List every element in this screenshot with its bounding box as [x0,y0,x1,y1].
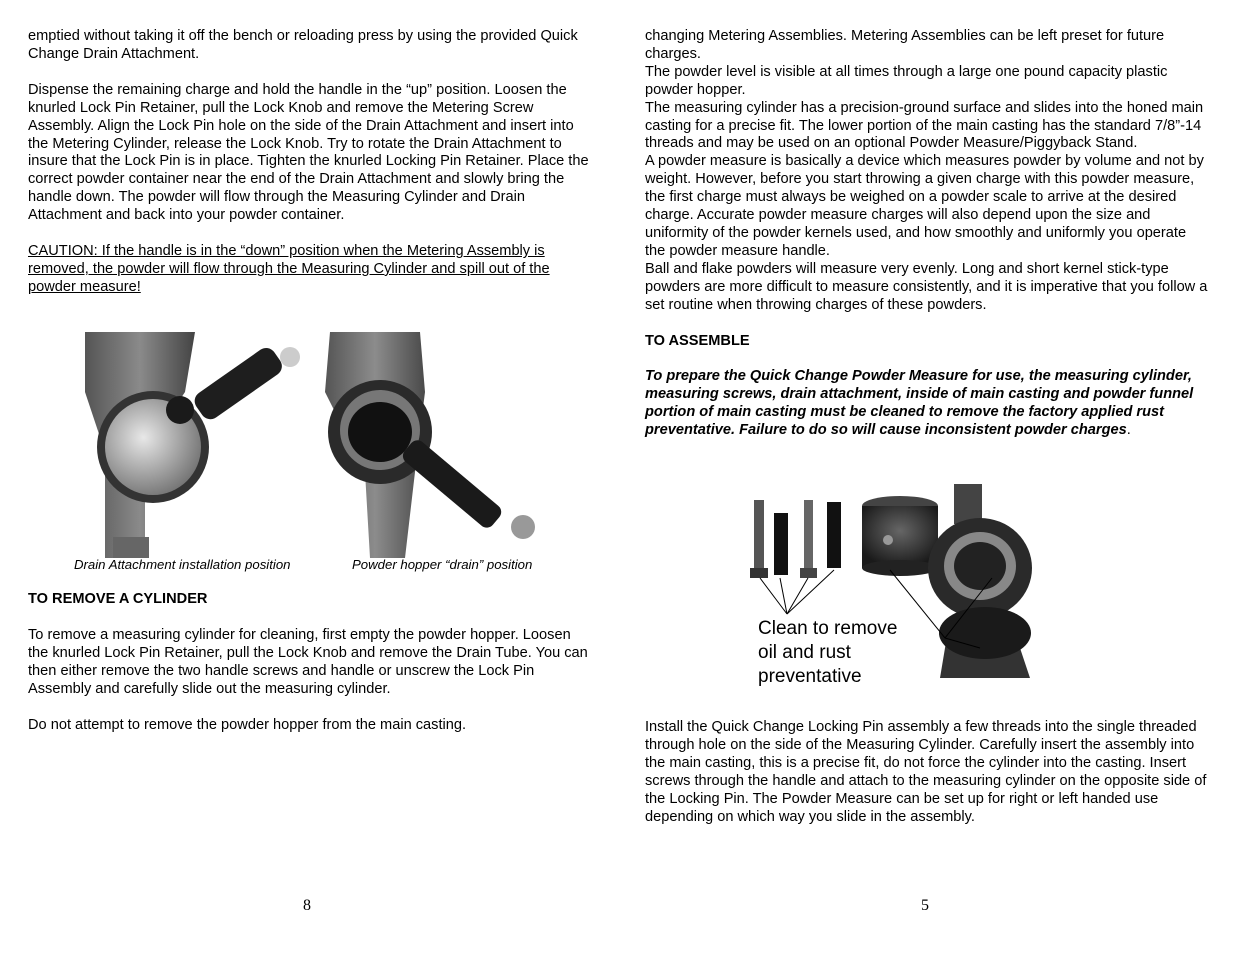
remove-cylinder-heading: TO REMOVE A CYLINDER [28,591,208,607]
left-para-2: Dispense the remaining charge and hold the handle in the “up” position. Loosen the knurled Lock Pin Retainer, pull the Lock Knob and remove the Metering Screw Assembly. Align the Lock Pin hole on the side of the Drain Attachment and insert into the Metering Cylinder, release the Lock Knob. Try to rotate the Drain Attachment to insure that the Lock Pin is in place. Tighten the knurled Locking Pin Retainer. Place the correct powder container near the end of the Drain Attachment and slowly bring the handle down. The powder will flow through the Measuring Cylinder and Drain Attachment and back into your powder container. [28,81,589,224]
right-line-3: The measuring cylinder has a precision-ground surface and slides into the honed main casting for a precise fit. The lower portion of the main casting has the standard 7/8”-14 threads and may be used on an optional Powder Measure/Piggyback Stand. [645,99,1204,152]
cleaning-warning-text: To prepare the Quick Change Powder Measure for use, the measuring cylinder, measuring screws, drain attachment, inside of main casting and powder funnel portion of main casting must be cleaned to remove the factory applied rust preventative. Failure to do so will cause inconsistent powder charges [645,368,1194,439]
parts-photo [740,478,1040,700]
hopper-drain-photo [325,332,537,558]
drain-attachment-photo [85,332,300,558]
assemble-heading: TO ASSEMBLE [645,332,750,349]
right-page [645,28,1209,440]
install-paragraph: Install the Quick Change Locking Pin assembly a few threads into the single threaded through hole on the side of the Measuring Cylinder. Carefully insert the assembly into the main casting, this is a precise fit, do not force the cylinder into the casting. Insert screws through the handle and attach to the measuring cylinder on the opposite side of the Locking Pin. The Powder Measure can be set up for right or left handed use depending on which way you slide in the assembly. [645,719,1207,825]
left-page-lower [28,591,594,734]
caption-hopper-drain: Powder hopper “drain” position [352,557,533,572]
cleaning-warning-end: . [1126,422,1131,439]
cleaning-warning [645,368,1209,440]
page-number-right: 5 [921,897,929,914]
left-para-3: To remove a measuring cylinder for cleaning, first empty the powder hopper. Loosen the knurled Lock Pin Retainer, pull the Lock Knob and remove the Drain Tube. You can then either remove the two handle screws and handle or unscrew the Lock Pin Assembly and carefully slide out the measuring cylinder. [28,626,588,697]
figure-label-line-1: Clean to remove [758,618,898,639]
right-page-lower [645,719,1209,826]
left-para-1: emptied without taking it off the bench or reloading press by using the provided Quick Change Drain Attachment. [28,28,578,62]
figure-label-line-3: preventative [758,666,862,687]
caption-drain-attachment: Drain Attachment installation position [74,557,291,572]
left-para-4: Do not attempt to remove the powder hopper from the main casting. [28,716,467,733]
right-line-5: Ball and flake powders will measure very evenly. Long and short kernel stick-type powders are more difficult to measure consistently, and it is imperative that you follow a set routine when throwing charges of these powders. [645,260,1208,313]
right-line-1: changing Metering Assemblies. Metering Assemblies can be left preset for future charges. [645,28,1165,62]
caution-note: CAUTION: If the handle is in the “down” position when the Metering Assembly is removed, the powder will flow through the Measuring Cylinder and spill out of the powder measure! [28,243,550,295]
page-number-left: 8 [303,897,311,914]
left-page [28,28,594,297]
right-line-2: The powder level is visible at all times through a large one pound capacity plastic powder hopper. [645,63,1168,98]
right-line-4: A powder measure is basically a device which measures powder by volume and not by weight. However, before you start throwing a given charge with this powder measure, the first charge must always be weighed on a powder scale to arrive at the desired charge. Accurate powder measure charges will also depend upon the size and uniformity of the powder kernels used, and how smoothly and uniformly you operate the powder measure handle. [645,153,1204,259]
figure-label-line-2: oil and rust [758,642,851,663]
